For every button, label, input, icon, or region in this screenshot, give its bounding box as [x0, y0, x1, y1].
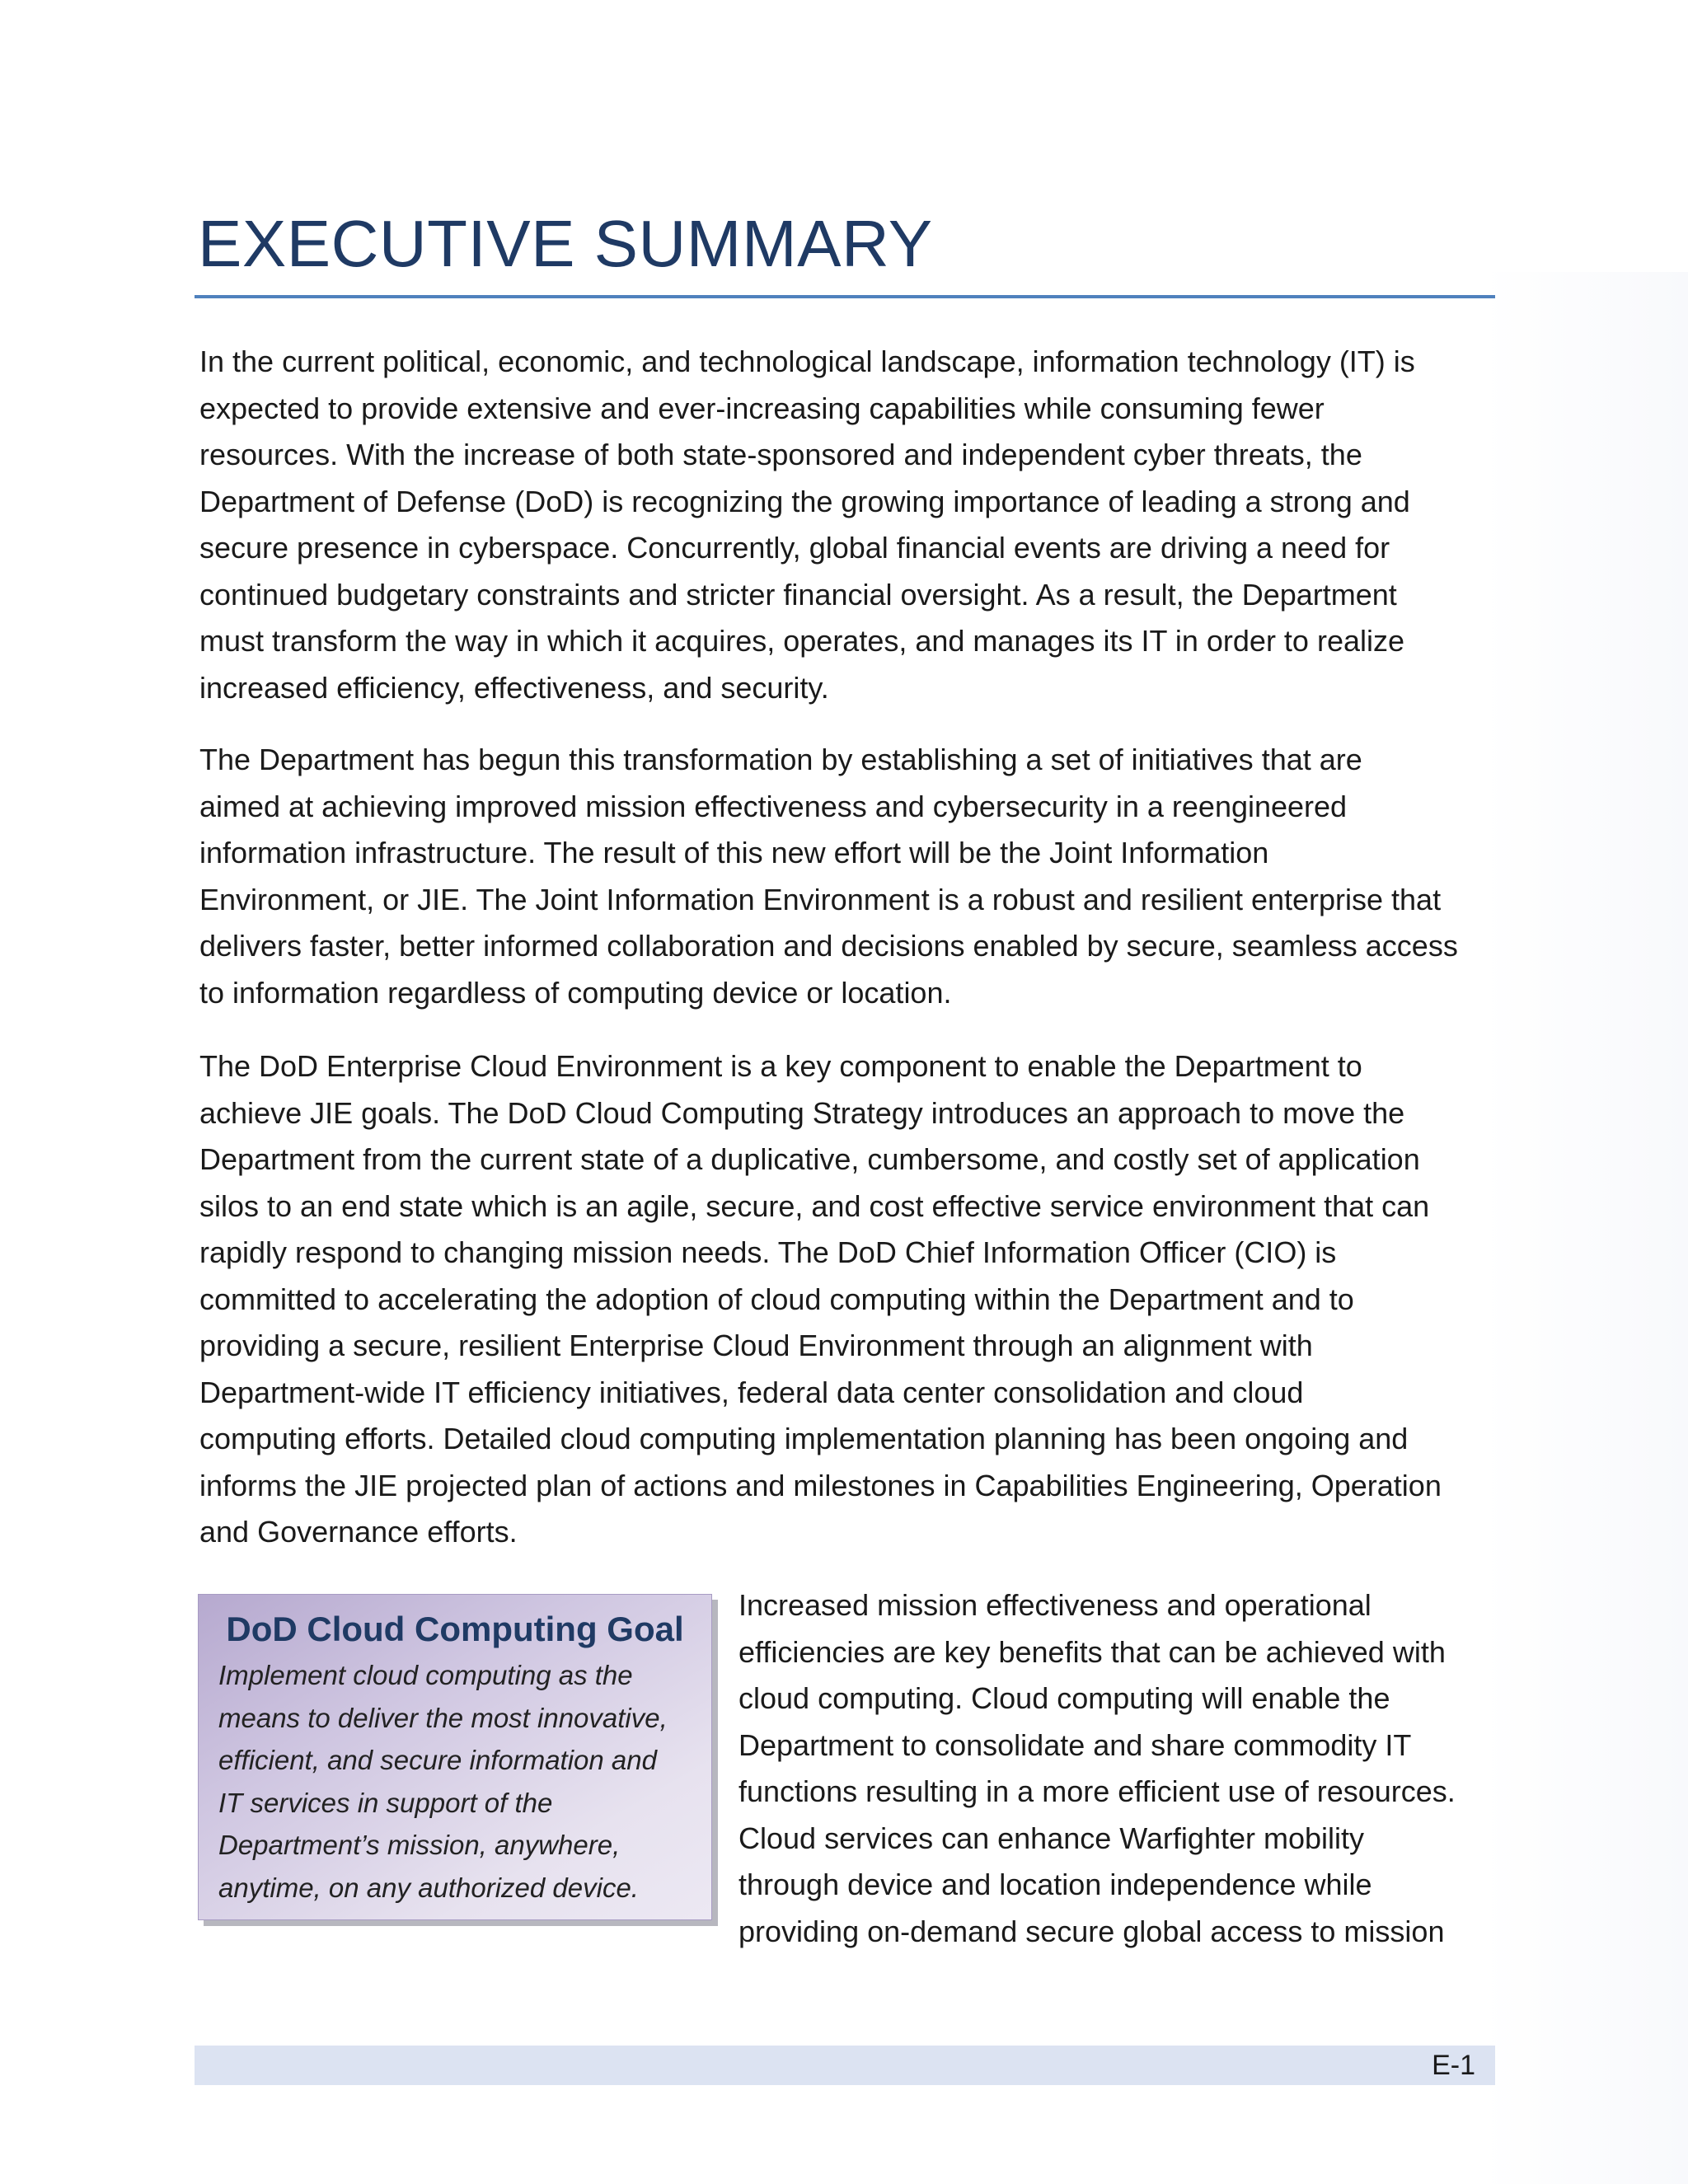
page-background	[1484, 272, 1688, 2184]
page-footer	[195, 2046, 1495, 2085]
body-paragraph-3: The DoD Enterprise Cloud Environment is a key component to enable the Department to achieve JIE goals. The DoD Cloud Computing Strategy introduces an approach to move the Department from the current state of a duplicative, cumbersome, and costly set of application silos to an end state which is an agile, secure, and cost effective service environment that can rapidly respond to changing mission needs. The DoD Chief Information Officer (CIO) is committed to accelerating the adoption of cloud computing within the Department and to providing a secure, resilient Enterprise Cloud Environment through an alignment with Department-wide IT efficiency initiatives, federal data center consolidation and cloud computing efforts. Detailed cloud computing implementation planning has been ongoing and informs the JIE projected plan of actions and milestones in Capabilities Engineering, Operation and Governance efforts.	[199, 1049, 1442, 1549]
callout-text: Implement cloud computing as the means to deliver the most innovative, efficient, and secure information and IT services in support of the Department’s mission, anywhere, anytime, on any authorized device.	[218, 1660, 668, 1903]
title-divider	[195, 295, 1495, 298]
page-title: EXECUTIVE SUMMARY	[198, 207, 933, 280]
cloud-goal-callout	[198, 1594, 712, 1920]
callout-title: DoD Cloud Computing Goal	[226, 1610, 684, 1648]
body-paragraph-2: The Department has begun this transformation by establishing a set of initiatives that are aimed at achieving improved mission effectiveness and cybersecurity in a reengineered information infrastructure. The result of this new effort will be the Joint Information Environment, or JIE. The Joint Information Environment is a robust and resilient enterprise that delivers faster, better informed collaboration and decisions enabled by secure, seamless access to information regardless of computing device or location.	[199, 743, 1458, 1010]
body-paragraph-4: Increased mission effectiveness and operational efficiencies are key benefits that can be achieved with cloud computing. Cloud computing will enable the Department to consolidate and share commodity IT functions resulting in a more efficient use of resources. Cloud services can enhance Warfighter mobility through device and location independence while providing on-demand secure global access to mission	[738, 1588, 1456, 1948]
body-paragraph-1: In the current political, economic, and technological landscape, information technology (IT) is expected to provide extensive and ever-increasing capabilities while consuming fewer resources. With the increase of both state-sponsored and independent cyber threats, the Department of Defense (DoD) is recognizing the growing importance of leading a strong and secure presence in cyberspace. Concurrently, global financial events are driving a need for continued budgetary constraints and stricter financial oversight. As a result, the Department must transform the way in which it acquires, operates, and manages its IT in order to realize increased efficiency, effectiveness, and security.	[199, 344, 1415, 705]
page-number: E-1	[1432, 2050, 1475, 2081]
